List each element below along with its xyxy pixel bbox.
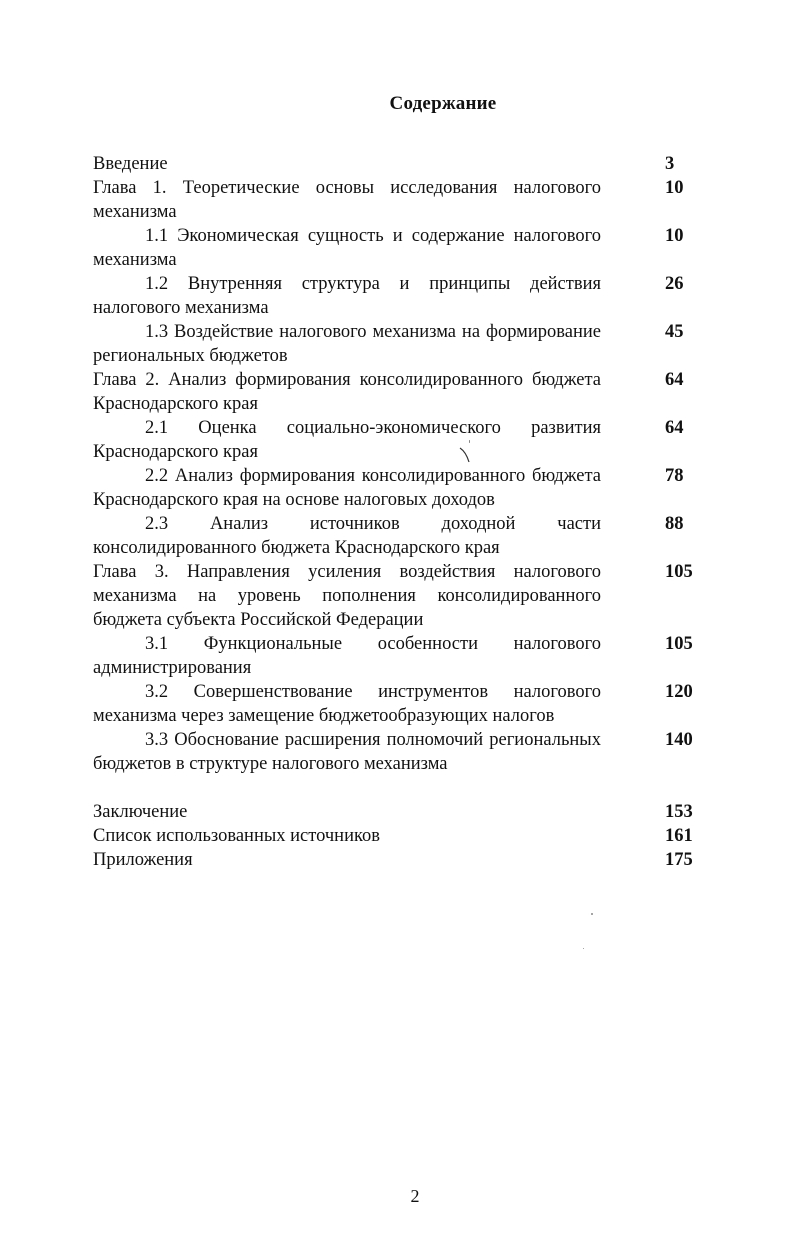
toc-entry-page: 88 bbox=[665, 514, 684, 534]
toc-entry-conclusion bbox=[93, 800, 695, 824]
toc-entry-page: 105 bbox=[665, 562, 693, 582]
toc-entry-references bbox=[93, 824, 695, 848]
toc-entry-text: Приложения bbox=[93, 850, 193, 870]
page-number: 2 bbox=[410, 1186, 420, 1206]
toc-entry-section-1-1 bbox=[93, 224, 695, 272]
toc-entry-chapter-3 bbox=[93, 560, 695, 632]
toc-entry-text: 1.1 Экономическая сущность и содержание налогового механизма bbox=[93, 226, 601, 270]
toc-entry-page: 64 bbox=[665, 418, 684, 438]
scan-speck bbox=[469, 440, 470, 443]
toc-entry-page: 45 bbox=[665, 322, 684, 342]
toc-entry-page: 3 bbox=[665, 154, 675, 174]
toc-entry-page: 26 bbox=[665, 274, 684, 294]
toc-entry-text: Список использованных источников bbox=[93, 826, 381, 846]
toc-entry-section-1-2 bbox=[93, 272, 695, 320]
scan-speck bbox=[583, 948, 584, 949]
page-title: Содержание bbox=[389, 93, 497, 114]
scan-speck bbox=[591, 913, 593, 915]
toc-entry-page: 78 bbox=[665, 466, 684, 486]
toc-entry-text: 2.1 Оценка социально-экономического развития Краснодарского края bbox=[93, 418, 601, 462]
toc-entry-page: 175 bbox=[665, 850, 693, 870]
toc-entry-chapter-1 bbox=[93, 176, 695, 224]
toc-entry-introduction bbox=[93, 152, 695, 176]
toc-entry-section-3-2 bbox=[93, 680, 695, 728]
toc-entry-page: 10 bbox=[665, 178, 684, 198]
toc-entry-page: 105 bbox=[665, 634, 693, 654]
section-spacer bbox=[93, 776, 695, 800]
toc-entry-section-2-3 bbox=[93, 512, 695, 560]
toc-entry-text: Глава 1. Теоретические основы исследования налогового механизма bbox=[93, 178, 601, 222]
toc-entry-text: Заключение bbox=[93, 802, 188, 822]
toc-entry-page: 120 bbox=[665, 682, 693, 702]
toc-entry-text: Введение bbox=[93, 154, 168, 174]
table-of-contents bbox=[93, 152, 695, 872]
toc-entry-text: 3.3 Обоснование расширения полномочий региональных бюджетов в структуре налогового механизма bbox=[93, 730, 601, 774]
toc-entry-text: Глава 2. Анализ формирования консолидированного бюджета Краснодарского края bbox=[93, 370, 601, 414]
scan-artifact-mark bbox=[458, 446, 472, 466]
toc-entry-section-1-3 bbox=[93, 320, 695, 368]
toc-entry-section-3-1 bbox=[93, 632, 695, 680]
toc-entry-page: 64 bbox=[665, 370, 684, 390]
toc-entry-appendices bbox=[93, 848, 695, 872]
toc-entry-text: 2.2 Анализ формирования консолидированного бюджета Краснодарского края на основе налоговых доходов bbox=[93, 466, 601, 510]
toc-entry-section-3-3 bbox=[93, 728, 695, 776]
toc-entry-page: 153 bbox=[665, 802, 693, 822]
toc-entry-page: 10 bbox=[665, 226, 684, 246]
toc-entry-text: 3.1 Функциональные особенности налогового администрирования bbox=[93, 634, 601, 678]
toc-entry-chapter-2 bbox=[93, 368, 695, 416]
toc-entry-text: 3.2 Совершенствование инструментов налогового механизма через замещение бюджетообразующих налогов bbox=[93, 682, 601, 726]
toc-entry-text: Глава 3. Направления усиления воздействия налогового механизма на уровень пополнения консолидированного бюджета субъекта Российской Федерации bbox=[93, 562, 601, 630]
toc-entry-text: 1.2 Внутренняя структура и принципы действия налогового механизма bbox=[93, 274, 601, 318]
toc-entry-text: 1.3 Воздействие налогового механизма на формирование региональных бюджетов bbox=[93, 322, 601, 366]
toc-entry-page: 161 bbox=[665, 826, 693, 846]
toc-entry-section-2-1 bbox=[93, 416, 695, 464]
toc-entry-page: 140 bbox=[665, 730, 693, 750]
toc-entry-text: 2.3 Анализ источников доходной части консолидированного бюджета Краснодарского края bbox=[93, 514, 601, 558]
toc-entry-section-2-2 bbox=[93, 464, 695, 512]
